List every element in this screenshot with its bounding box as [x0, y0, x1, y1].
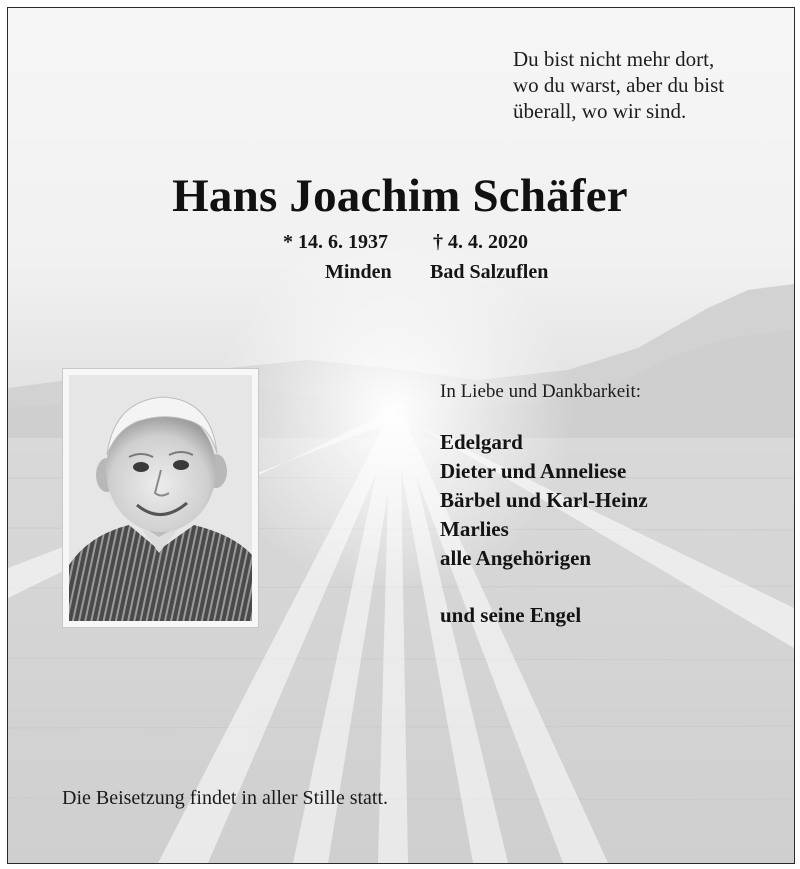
- death-date: † 4. 4. 2020: [433, 231, 528, 253]
- mourners-list: [440, 428, 648, 573]
- birth-place: Minden: [325, 261, 392, 283]
- quote-line: Du bist nicht mehr dort,: [513, 47, 715, 71]
- quote-line: wo du warst, aber du bist: [513, 73, 725, 97]
- memorial-quote: [513, 46, 783, 124]
- mourner-name: Edelgard: [440, 430, 523, 454]
- birth-date: * 14. 6. 1937: [283, 231, 388, 253]
- portrait-frame: [63, 369, 258, 627]
- quote-line: überall, wo wir sind.: [513, 99, 687, 123]
- mourner-name: Bärbel und Karl-Heinz: [440, 488, 648, 512]
- closing-mourner: und seine Engel: [440, 603, 582, 627]
- portrait-photo: [69, 375, 252, 621]
- thanks-heading: In Liebe und Dankbarkeit:: [440, 381, 642, 402]
- mourner-name: Dieter und Anneliese: [440, 459, 627, 483]
- burial-note: Die Beisetzung findet in aller Stille statt.: [62, 787, 389, 809]
- death-place: Bad Salzuflen: [430, 261, 549, 283]
- deceased-name: Hans Joachim Schäfer: [172, 170, 628, 222]
- mourner-name: Marlies: [440, 517, 509, 541]
- mourner-name: alle Angehörigen: [440, 546, 592, 570]
